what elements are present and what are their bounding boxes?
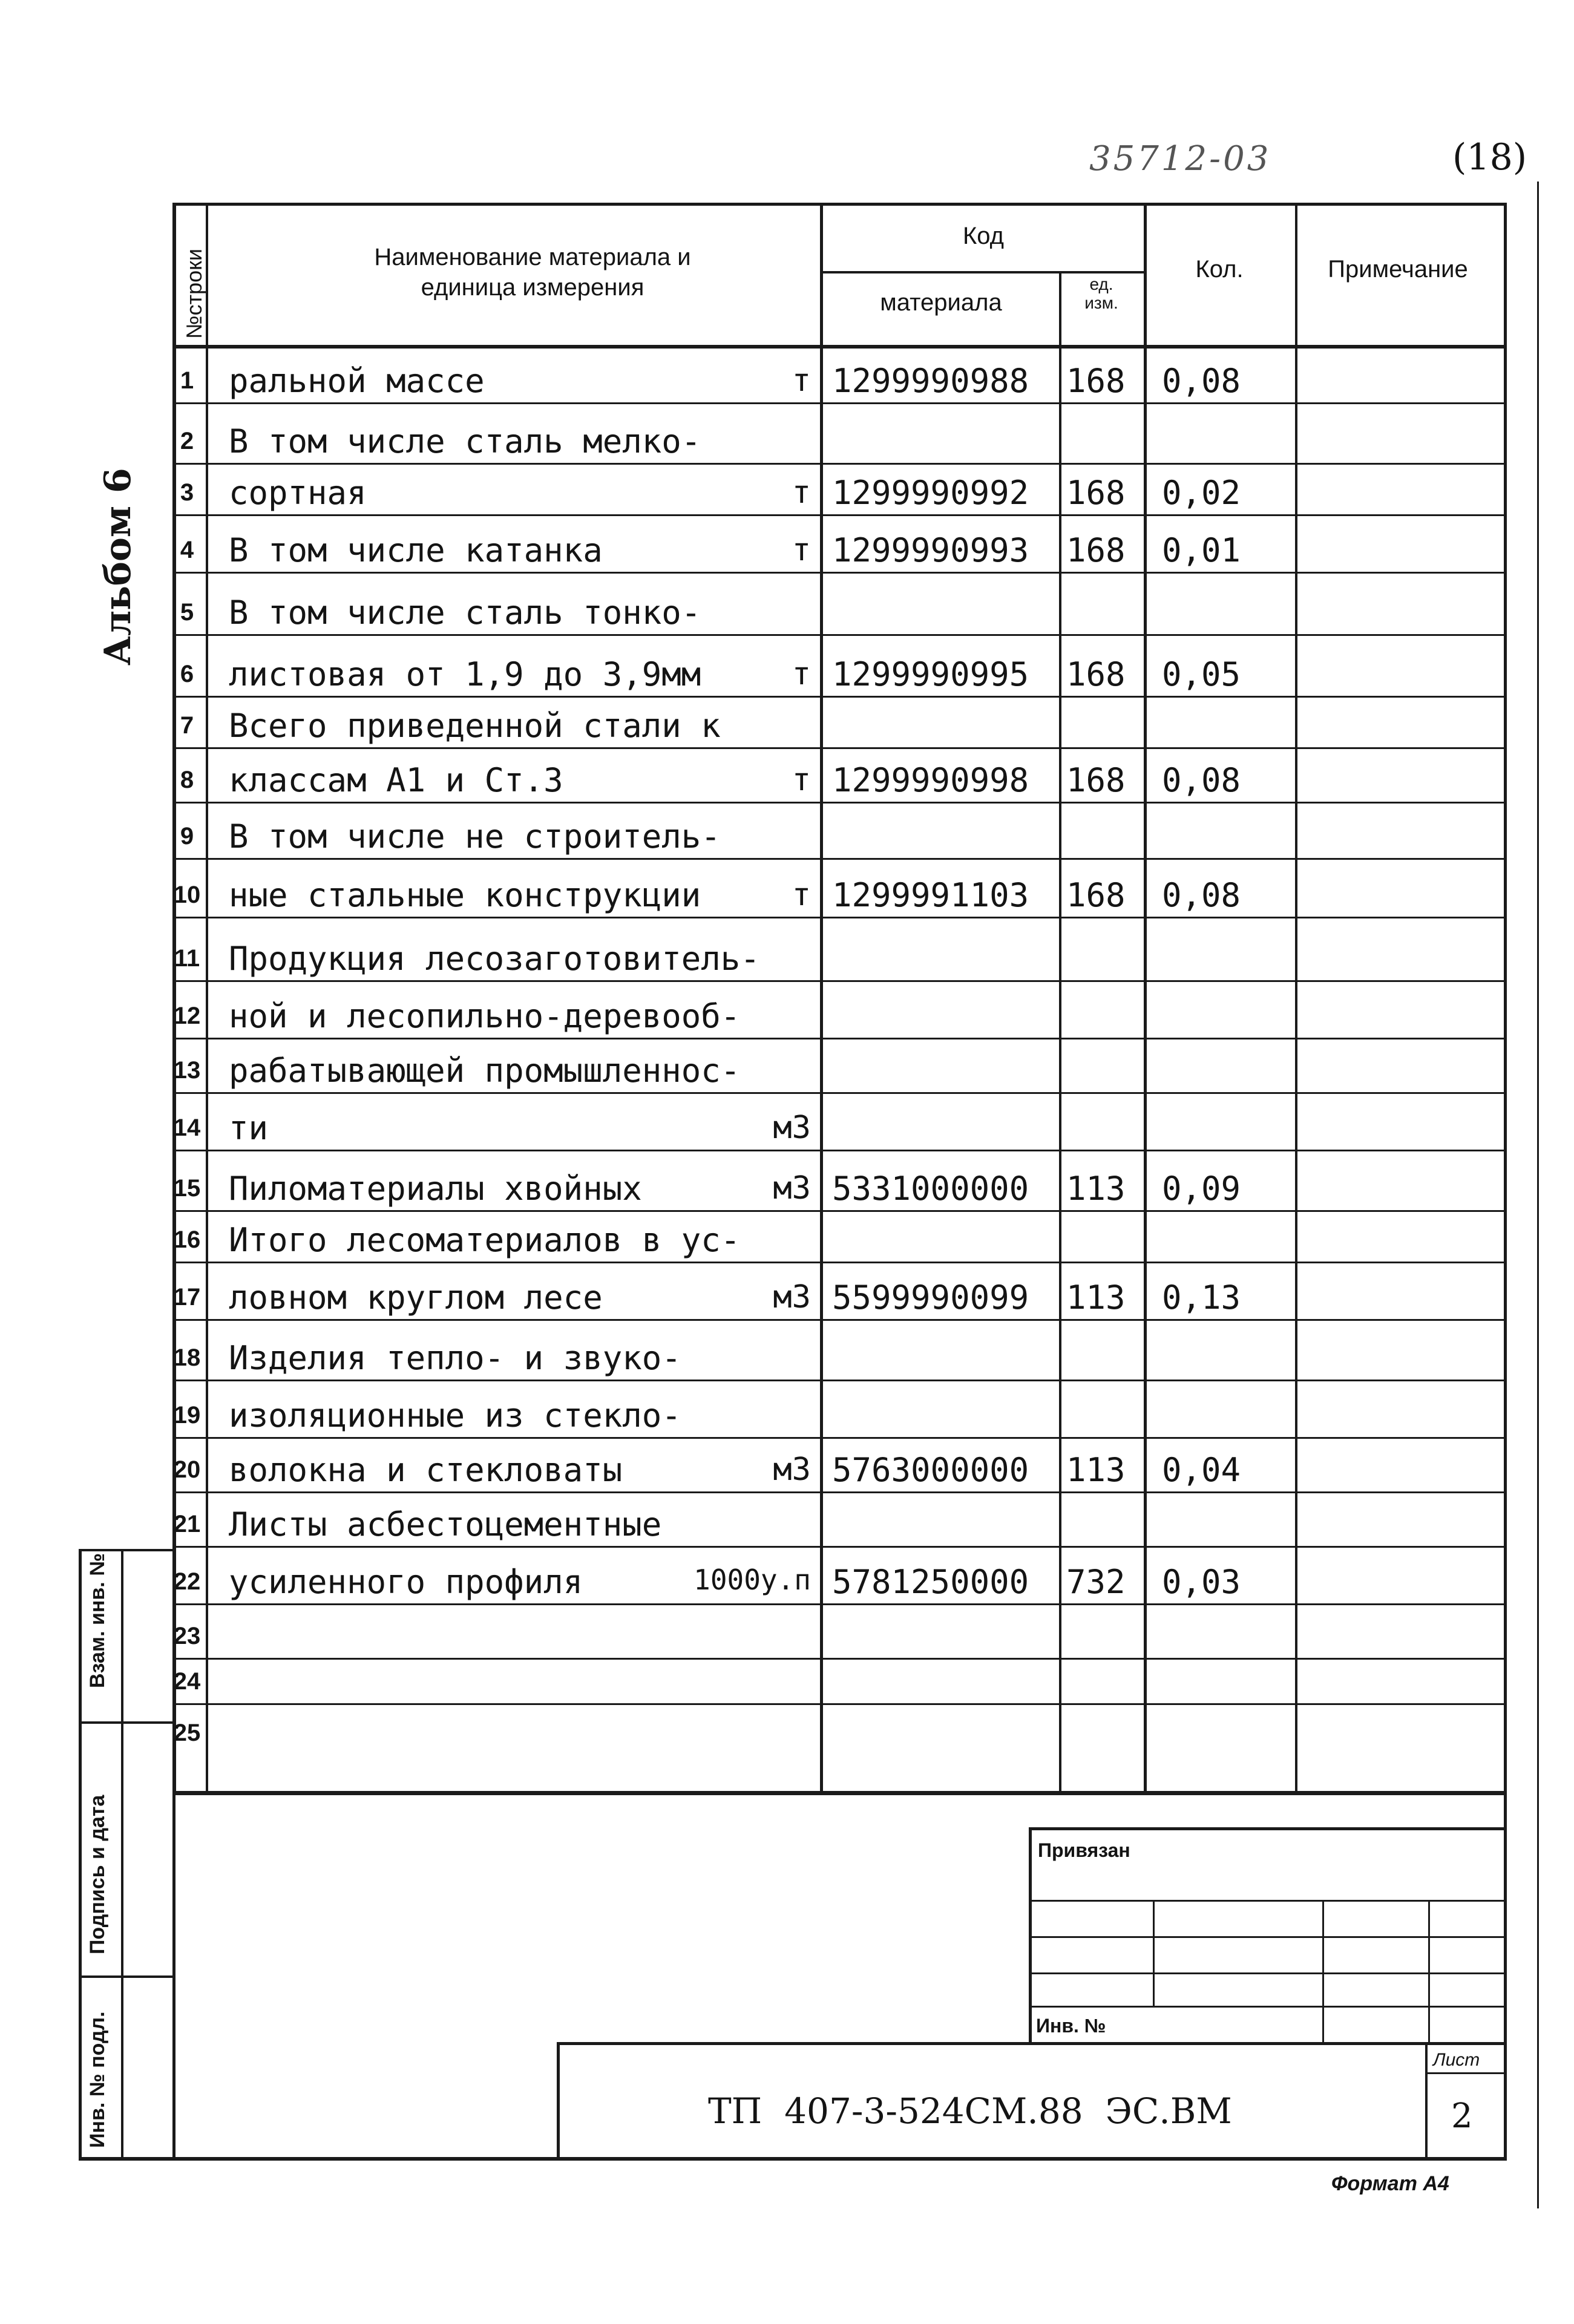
row-number: 8 bbox=[180, 767, 194, 793]
row-number: 19 bbox=[173, 1402, 201, 1429]
row-number: 23 bbox=[173, 1623, 201, 1649]
header-code-material: материала bbox=[880, 289, 1002, 316]
stamp-inv-podl: Инв. № подл. bbox=[86, 2011, 109, 2148]
row-number: 20 bbox=[173, 1456, 201, 1483]
row-divider bbox=[172, 1603, 1507, 1605]
material-name: В том числе сталь тонко- bbox=[229, 594, 701, 632]
table-top-border bbox=[172, 203, 1507, 206]
material-name: ловном круглом лесе bbox=[229, 1278, 603, 1317]
header-code: Код bbox=[962, 223, 1004, 249]
material-name: изоляционные из стекло- bbox=[229, 1396, 681, 1435]
inv-no-label: Инв. № bbox=[1036, 2015, 1106, 2037]
row-number: 22 bbox=[173, 1568, 201, 1595]
material-name: Листы асбестоцементные bbox=[229, 1505, 662, 1543]
sheet-divider bbox=[1425, 2072, 1507, 2074]
quantity: 0,13 bbox=[1162, 1278, 1241, 1317]
page-right-border bbox=[1504, 1791, 1507, 2160]
unit-code: 168 bbox=[1066, 474, 1126, 512]
page-marker-number: 18 bbox=[1466, 136, 1513, 178]
left-stamp-div1 bbox=[79, 1721, 172, 1724]
unit-code: 113 bbox=[1066, 1451, 1126, 1489]
material-name: Пиломатериалы хвойных bbox=[229, 1170, 642, 1208]
material-name: рабатывающей промышленнос- bbox=[229, 1052, 741, 1090]
unit-code: 113 bbox=[1066, 1170, 1126, 1208]
left-stamp-div2 bbox=[79, 1975, 172, 1978]
row-number: 13 bbox=[173, 1057, 201, 1084]
page-marker: (18) bbox=[1452, 136, 1527, 178]
material-name: В том числе не строитель- bbox=[229, 817, 721, 856]
privyazan-r1 bbox=[1029, 1900, 1507, 1902]
row-divider bbox=[172, 1092, 1507, 1094]
row-number: 25 bbox=[173, 1720, 201, 1746]
unit-code: 168 bbox=[1066, 876, 1126, 914]
row-number: 6 bbox=[180, 661, 194, 687]
row-divider bbox=[172, 747, 1507, 749]
unit-code: 732 bbox=[1066, 1563, 1126, 1601]
row-divider bbox=[172, 1210, 1507, 1212]
unit-label: т bbox=[792, 362, 811, 399]
row-number: 24 bbox=[173, 1668, 201, 1695]
material-code: 5599990099 bbox=[832, 1278, 1029, 1317]
stamp-vzam-inv: Взам. инв. № bbox=[86, 1553, 109, 1688]
left-stamp-inner bbox=[121, 1549, 123, 2160]
row-divider bbox=[172, 1703, 1507, 1705]
privyazan-c1 bbox=[1153, 1900, 1155, 2006]
code-sub-border bbox=[823, 271, 1144, 273]
material-name: классам А1 и Ст.3 bbox=[229, 761, 563, 799]
quantity: 0,05 bbox=[1162, 655, 1241, 693]
privyazan-top bbox=[1029, 1827, 1507, 1830]
material-name: ной и лесопильно-деревооб- bbox=[229, 997, 741, 1035]
privyazan-c3 bbox=[1428, 1900, 1430, 2045]
material-code: 5781250000 bbox=[832, 1563, 1029, 1601]
row-number: 2 bbox=[180, 428, 194, 454]
unit-label: 1000у.п bbox=[694, 1563, 811, 1596]
row-divider bbox=[172, 1437, 1507, 1439]
left-stamp-top bbox=[79, 1549, 172, 1551]
material-name: Всего приведенной стали к bbox=[229, 707, 721, 745]
header-bottom-border bbox=[172, 345, 1507, 349]
material-name: ные стальные конструкции bbox=[229, 876, 701, 914]
row-number: 14 bbox=[173, 1115, 201, 1141]
album-label: Альбом 6 bbox=[97, 468, 139, 666]
stamp-podpis-data: Подпись и дата bbox=[86, 1795, 109, 1954]
material-name: волокна и стекловаты bbox=[229, 1451, 623, 1489]
col-edizm-border bbox=[1144, 203, 1147, 1791]
col-qty-border bbox=[1295, 203, 1297, 1791]
privyazan-c2 bbox=[1322, 1900, 1324, 2045]
sheet-label: Лист bbox=[1433, 2050, 1480, 2070]
row-number: 11 bbox=[174, 945, 200, 972]
material-code: 1299990993 bbox=[832, 531, 1029, 569]
material-name: ти bbox=[229, 1109, 269, 1147]
col-rownum-border bbox=[206, 203, 208, 1791]
material-name: Продукция лесозаготовитель- bbox=[229, 940, 760, 978]
quantity: 0,08 bbox=[1162, 761, 1241, 799]
row-divider bbox=[172, 802, 1507, 804]
row-divider bbox=[172, 1380, 1507, 1381]
quantity: 0,08 bbox=[1162, 362, 1241, 400]
material-name: листовая от 1,9 до 3,9мм bbox=[229, 655, 701, 693]
material-name: сортная bbox=[229, 474, 367, 512]
sheet-number: 2 bbox=[1451, 2097, 1473, 2136]
row-divider bbox=[172, 1150, 1507, 1151]
unit-label: м3 bbox=[773, 1452, 811, 1488]
unit-code: 168 bbox=[1066, 761, 1126, 799]
designation-top bbox=[557, 2042, 1507, 2045]
row-divider bbox=[172, 917, 1507, 918]
page-bottom-border bbox=[79, 2157, 1507, 2161]
row-number: 18 bbox=[173, 1344, 201, 1371]
table-bottom-border bbox=[172, 1791, 1507, 1795]
row-number: 3 bbox=[180, 479, 194, 506]
unit-code: 113 bbox=[1066, 1278, 1126, 1317]
unit-code: 168 bbox=[1066, 531, 1126, 569]
unit-label: т bbox=[792, 474, 811, 511]
quantity: 0,04 bbox=[1162, 1451, 1241, 1489]
material-name: Изделия тепло- и звуко- bbox=[229, 1339, 681, 1377]
page-left-border bbox=[172, 1791, 175, 2160]
row-divider bbox=[172, 463, 1507, 465]
format-label: Формат А4 bbox=[1331, 2172, 1449, 2195]
header-row-number: №строки bbox=[182, 248, 206, 339]
col-material-border bbox=[1059, 271, 1061, 1791]
quantity: 0,01 bbox=[1162, 531, 1241, 569]
row-number: 15 bbox=[173, 1175, 201, 1202]
header-note: Примечание bbox=[1328, 256, 1468, 283]
sheet-left bbox=[1425, 2042, 1428, 2160]
top-stamp: 35712-03 bbox=[1089, 139, 1271, 178]
header-name: Наименование материала и единица измерения bbox=[374, 244, 691, 301]
row-divider bbox=[172, 514, 1507, 516]
right-margin-line bbox=[1537, 182, 1539, 2208]
row-divider bbox=[172, 1262, 1507, 1263]
material-name: Итого лесоматериалов в ус- bbox=[229, 1221, 741, 1259]
quantity: 0,02 bbox=[1162, 474, 1241, 512]
quantity: 0,09 bbox=[1162, 1170, 1241, 1208]
unit-code: 168 bbox=[1066, 362, 1126, 400]
unit-code: 168 bbox=[1066, 655, 1126, 693]
row-number: 17 bbox=[173, 1284, 201, 1311]
row-number: 5 bbox=[180, 599, 194, 626]
row-divider bbox=[172, 858, 1507, 860]
material-code: 1299990988 bbox=[832, 362, 1029, 400]
privyazan-label: Привязан bbox=[1038, 1839, 1130, 1861]
header-code-unit: ед. изм. bbox=[1084, 275, 1118, 312]
left-stamp-outer bbox=[79, 1549, 82, 2160]
row-divider bbox=[172, 1038, 1507, 1039]
material-code: 1299991103 bbox=[832, 876, 1029, 914]
document-designation: ТП 407-3-524СМ.88 ЭС.ВМ bbox=[708, 2090, 1232, 2132]
unit-label: т bbox=[792, 877, 811, 913]
row-number: 9 bbox=[180, 823, 194, 849]
row-divider bbox=[172, 402, 1507, 404]
material-code: 1299990995 bbox=[832, 655, 1029, 693]
row-divider bbox=[172, 1546, 1507, 1548]
material-code: 5763000000 bbox=[832, 1451, 1029, 1489]
row-divider bbox=[172, 1491, 1507, 1493]
privyazan-r2 bbox=[1029, 1936, 1507, 1938]
privyazan-r4 bbox=[1029, 2006, 1507, 2008]
privyazan-r3 bbox=[1029, 1972, 1507, 1974]
row-number: 12 bbox=[173, 1003, 201, 1029]
unit-label: т bbox=[792, 532, 811, 568]
col-name-border bbox=[820, 203, 823, 1791]
designation-left bbox=[557, 2042, 560, 2160]
row-number: 4 bbox=[180, 537, 194, 563]
material-code: 1299990992 bbox=[832, 474, 1029, 512]
row-number: 1 bbox=[180, 367, 194, 394]
row-divider bbox=[172, 634, 1507, 636]
row-divider bbox=[172, 980, 1507, 982]
unit-label: т bbox=[792, 656, 811, 692]
row-divider bbox=[172, 696, 1507, 698]
material-name: ральной массе bbox=[229, 362, 485, 400]
material-name: В том числе катанка bbox=[229, 531, 603, 569]
row-divider bbox=[172, 1658, 1507, 1660]
quantity: 0,08 bbox=[1162, 876, 1241, 914]
material-code: 1299990998 bbox=[832, 761, 1029, 799]
row-number: 10 bbox=[173, 882, 201, 908]
row-divider bbox=[172, 1319, 1507, 1321]
row-number: 7 bbox=[180, 712, 194, 739]
unit-label: м3 bbox=[773, 1110, 811, 1146]
unit-label: м3 bbox=[773, 1279, 811, 1315]
header-quantity: Кол. bbox=[1195, 256, 1244, 283]
row-divider bbox=[172, 572, 1507, 574]
row-number: 21 bbox=[173, 1511, 201, 1537]
material-name: В том числе сталь мелко- bbox=[229, 422, 701, 460]
quantity: 0,03 bbox=[1162, 1563, 1241, 1601]
material-name: усиленного профиля bbox=[229, 1563, 583, 1601]
material-code: 5331000000 bbox=[832, 1170, 1029, 1208]
unit-label: т bbox=[792, 762, 811, 798]
unit-label: м3 bbox=[773, 1170, 811, 1206]
row-number: 16 bbox=[173, 1226, 201, 1253]
col-right-border bbox=[1504, 203, 1507, 1791]
